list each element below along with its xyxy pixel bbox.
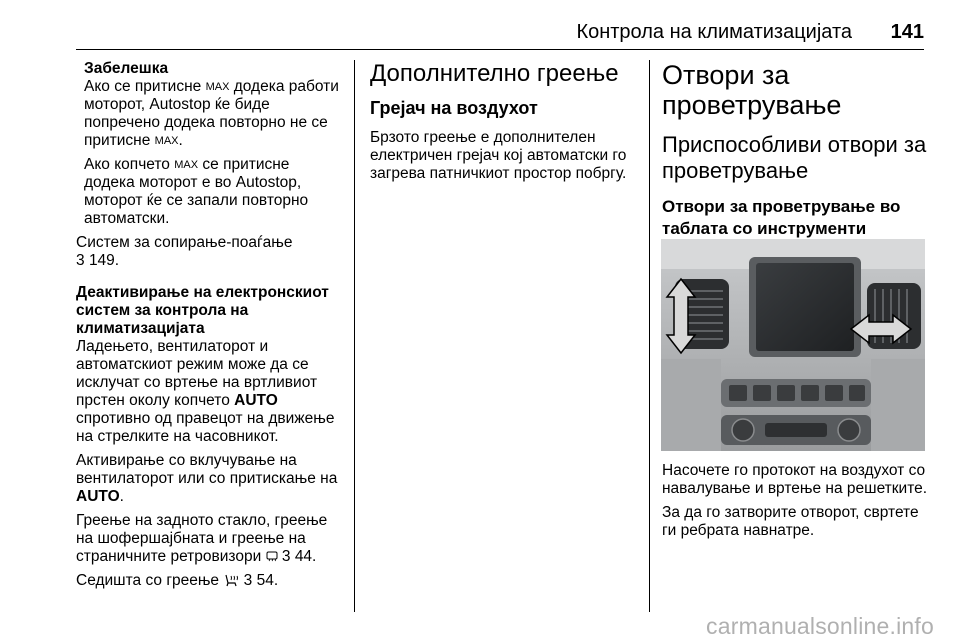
note-paragraph-1: Ако се притисне MAX додека работи моторот, Autostop ќе биде попречено додека повторно не се притисне MAX. bbox=[84, 78, 339, 149]
note-paragraph-2: Ако копчето MAX се притисне додека моторот е во Autostop, моторот ќе се запали повторно автоматски. bbox=[84, 156, 309, 227]
heading-adjustable-vents: Приспособливи отвори за проветрување bbox=[662, 132, 927, 183]
heading-vents: Отвори за проветрување bbox=[662, 60, 842, 120]
max-defrost-icon: MAX bbox=[154, 135, 179, 147]
column-1 bbox=[76, 60, 344, 590]
paragraph-seats: Седишта со греење 3 54. bbox=[76, 572, 279, 589]
header-title: Контрола на климатизацијата bbox=[576, 21, 852, 43]
ref-arrow-icon: 3 bbox=[76, 252, 85, 269]
page-link[interactable]: 149. bbox=[88, 252, 120, 269]
paragraph-direct-airflow: Насочете го протокот на воздухот со навалување и вртење на решетките. bbox=[662, 462, 928, 497]
ref-arrow-icon: 3 bbox=[243, 572, 253, 589]
heading-deactivate: Деактивирање на електронскиот систем за контрола на климатизацијата bbox=[76, 284, 329, 337]
column-2 bbox=[370, 60, 638, 183]
page-link[interactable]: 54. bbox=[256, 572, 279, 589]
paragraph-activate: Активирање со вклучување на вентилаторот или со притискање на AUTO. bbox=[76, 452, 338, 505]
note-title: Забелешка bbox=[84, 60, 169, 77]
column-3-lower bbox=[662, 462, 930, 540]
header-rule bbox=[76, 49, 924, 50]
seat-heat-icon bbox=[223, 573, 239, 587]
paragraph-deactivate: Ладењето, вентилаторот и автоматскиот режим може да се исклучат со вртење на вртливиот прстен околу копчето AUTO спротивно од правецот на движење на стрелките на часовникот. bbox=[76, 338, 335, 445]
stop-start-reference: Систем за сопирање-поаѓање 3 149. bbox=[76, 234, 293, 269]
heading-air-heater: Грејач на воздухот bbox=[370, 98, 538, 118]
column-3 bbox=[662, 60, 930, 240]
mirror-heat-icon bbox=[266, 550, 278, 562]
dashboard-vents-photo bbox=[661, 239, 925, 451]
paragraph-heating: Греење на задното стакло, греење на шофершајбната и греење на страничните ретровизори 3 44. bbox=[76, 512, 328, 565]
dashboard-vents-illustration bbox=[661, 239, 925, 451]
max-defrost-icon: MAX bbox=[205, 81, 230, 93]
paragraph-air-heater: Брзото греење е дополнителен електричен грејач кој автоматски го загрева патничкиот простор побргу. bbox=[370, 129, 627, 182]
page-link[interactable]: 44. bbox=[294, 548, 317, 565]
page-number: 141 bbox=[890, 21, 924, 43]
ref-arrow-icon: 3 bbox=[281, 548, 291, 565]
note-box bbox=[76, 60, 344, 228]
heading-dashboard-vents: Отвори за проветрување во таблата со инструменти bbox=[662, 197, 901, 238]
watermark: carmanualsonline.info bbox=[706, 613, 934, 639]
heading-additional-heating: Дополнително греење bbox=[370, 60, 619, 87]
column-divider-2 bbox=[649, 60, 650, 612]
column-divider-1 bbox=[354, 60, 355, 612]
max-defrost-icon: MAX bbox=[174, 159, 199, 171]
paragraph-close-vent: За да го затворите отворот, свртете ги ребрата навнатре. bbox=[662, 504, 919, 539]
